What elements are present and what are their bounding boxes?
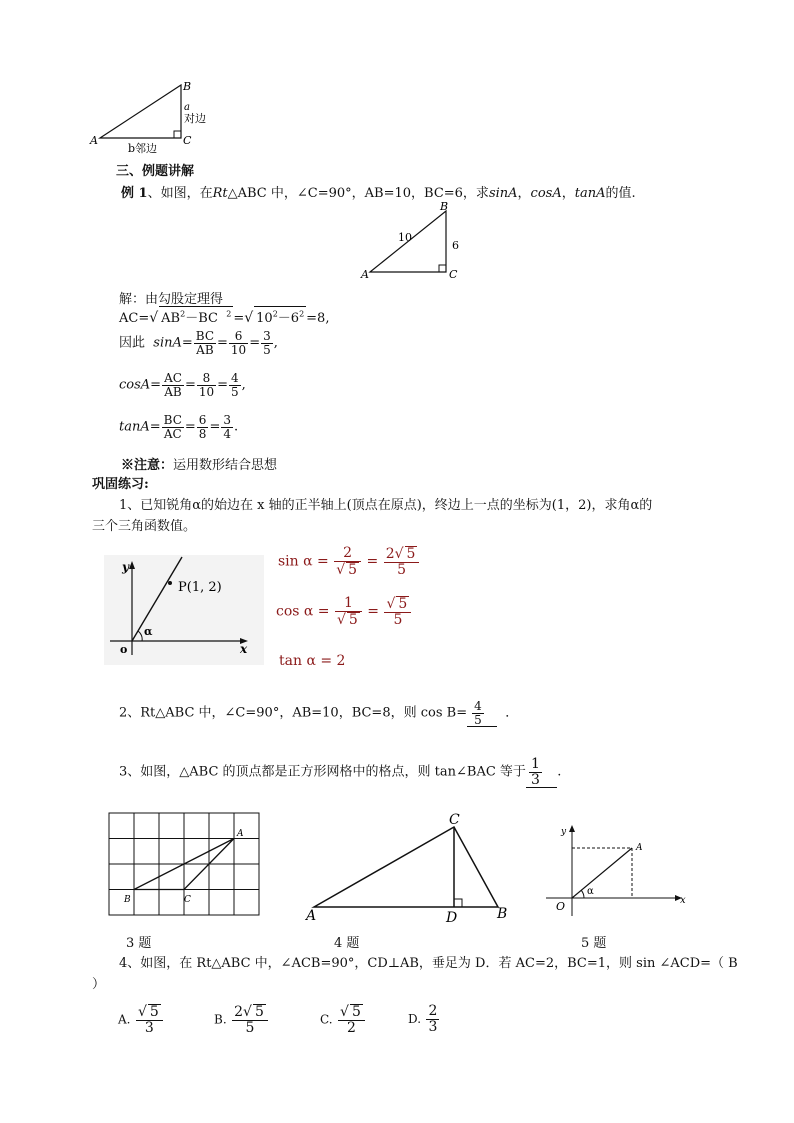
text: ，: [561, 186, 575, 201]
exponent: 2: [180, 309, 186, 319]
exponent: 2: [272, 309, 278, 319]
angle-label: α: [587, 886, 594, 897]
q4-option-c: [320, 1004, 366, 1035]
point-p: [168, 581, 172, 585]
side-label: 10: [398, 231, 412, 244]
q1-answer-cos: [276, 596, 412, 627]
sqrt-icon: √: [149, 310, 159, 326]
vertex-label: C: [449, 268, 458, 281]
denominator: AC: [163, 426, 182, 441]
q1-answer-tan: tan α = 2: [279, 653, 346, 669]
solution-note: [121, 454, 277, 473]
denominator: 5: [245, 1019, 255, 1036]
text: =: [367, 603, 380, 620]
text: sin α =: [278, 553, 329, 570]
numerator: [232, 1004, 268, 1021]
text: －6: [277, 311, 300, 326]
angle-label: α: [144, 625, 153, 638]
vertex-label: A: [90, 134, 98, 147]
numerator: 6: [198, 413, 207, 427]
text: 2: [234, 1004, 244, 1020]
answer-blank: [467, 700, 497, 727]
numerator: 4: [474, 699, 482, 713]
text: tanA: [574, 186, 606, 201]
radicand: [254, 306, 306, 326]
fraction: [426, 1004, 439, 1034]
text: tanA: [119, 419, 150, 435]
numerator: 6: [229, 330, 248, 344]
text: Rt: [212, 186, 228, 201]
fraction: [229, 330, 248, 356]
numerator: [384, 546, 420, 563]
fig4-caption: 4 题: [334, 936, 360, 951]
note-text: 运用数形结合思想: [173, 458, 278, 473]
triangle-abc: [314, 827, 498, 907]
numerator: 3: [263, 329, 271, 343]
vertex-label: A: [306, 908, 317, 924]
text: cosA: [119, 377, 151, 393]
fraction: [197, 414, 209, 440]
side-label: 对边: [184, 112, 206, 125]
vertex-label: D: [446, 910, 458, 925]
fraction: [194, 330, 216, 356]
point-label: A: [636, 843, 643, 853]
denominator: 5: [393, 611, 403, 628]
q1-line2: 三个三角函数值。: [92, 519, 197, 534]
text: =: [233, 311, 245, 326]
solution-ac-line: [119, 306, 329, 326]
denominator: 4: [223, 426, 231, 441]
text: 2: [385, 546, 395, 562]
text: sinA: [153, 335, 182, 351]
q1-line1: 1、已知锐角α的始边在 x 轴的正半轴上(顶点在原点)，终边上一点的坐标为(1，2)，求角α的: [119, 498, 653, 513]
vertex-label: C: [449, 812, 460, 828]
denominator: 2: [346, 1019, 356, 1036]
fraction: [334, 546, 361, 577]
denominator: 5: [263, 342, 271, 357]
side-label: 6: [452, 239, 459, 252]
q3-line: [119, 757, 561, 788]
fig4-triangle: [304, 810, 519, 925]
right-angle-mark: [454, 899, 462, 907]
axis-label: y: [561, 827, 567, 837]
text: sinA: [488, 186, 518, 201]
angle-arc: [581, 890, 584, 898]
side-label: a: [184, 102, 190, 113]
vertex-label: A: [237, 829, 244, 839]
vertex-label: C: [183, 134, 192, 147]
radicand: [159, 306, 233, 326]
vertex-label: C: [184, 895, 191, 905]
fraction: [261, 330, 273, 356]
vertex-label: A: [361, 268, 369, 281]
q1-axes-figure: [104, 555, 264, 665]
option-label: B.: [214, 1012, 227, 1027]
denominator: 10: [198, 384, 215, 399]
text: cosA: [530, 186, 562, 201]
example1-label: 例 1: [121, 186, 148, 201]
q1-answer-sin: [278, 546, 420, 577]
solution-tan-line: tanA= $\frac{BC}{AC}$ = $\frac{6}{8}$ = $\frac{3}{4}$ .: [119, 413, 239, 441]
example1-triangle-figure: [358, 200, 478, 282]
vertex-label: B: [497, 906, 508, 922]
denominator: 3: [144, 1019, 154, 1036]
fraction: [232, 1004, 268, 1035]
arrow-icon: [569, 825, 575, 832]
sqrt-icon: √: [386, 596, 396, 612]
radicand: 5: [406, 546, 416, 562]
denominator: 8: [198, 426, 207, 441]
option-label: A.: [118, 1012, 131, 1027]
section-title: 三、例题讲解: [116, 164, 195, 179]
numerator: 2: [428, 1003, 438, 1019]
fig5-caption: 5 题: [581, 936, 607, 951]
denominator: 5: [474, 712, 482, 727]
text: －BC: [185, 311, 218, 326]
text: ,: [273, 335, 278, 351]
note-label: ※注意：: [121, 458, 174, 473]
exponent: 2: [226, 309, 232, 319]
option-label: D.: [408, 1012, 422, 1027]
text: 2、Rt△ABC 中，∠C=90°，AB=10，BC=8，则 cos B=: [119, 705, 468, 721]
text: cos α =: [276, 603, 330, 620]
text: .: [233, 419, 239, 435]
vertex-label: B: [124, 895, 131, 905]
fraction: [529, 757, 542, 787]
right-angle-mark: [174, 131, 181, 138]
sqrt-icon: √: [336, 561, 346, 578]
numerator: [136, 1004, 163, 1021]
vertex-label: B: [183, 80, 192, 93]
denominator: 5: [397, 561, 407, 578]
origin-label: O: [556, 900, 566, 913]
exponent: 2: [299, 309, 305, 319]
sqrt-icon: √: [244, 310, 254, 326]
radicand: 5: [149, 1004, 159, 1020]
text: ,: [241, 377, 246, 393]
solution-cos-line: cosA= $\frac{AC}{AB}$ = $\frac{8}{10}$ = $\frac{4}{5}$ ,: [119, 371, 246, 399]
denominator: 5: [231, 384, 239, 399]
text: =: [366, 553, 379, 570]
fraction: [162, 414, 184, 440]
q4-option-d: [408, 1004, 440, 1034]
practice-title: 巩固练习:: [92, 477, 149, 492]
q4-option-b: [214, 1004, 269, 1035]
numerator: BC: [163, 413, 182, 427]
q4-line2: ）: [92, 977, 106, 992]
fraction: [136, 1004, 163, 1035]
numerator: 2: [334, 546, 361, 562]
text: 3、如图，△ABC 的顶点都是正方形网格中的格点，则 tan∠BAC 等于: [119, 764, 526, 780]
sqrt-icon: √: [137, 1004, 147, 1020]
denominator: [335, 612, 362, 628]
denominator: 10: [230, 342, 247, 357]
fraction: [229, 372, 241, 398]
fraction: [384, 596, 411, 627]
solution-sin-line: 因此 sinA= $\frac{BC}{AB}$ = $\frac{6}{10}$ = $\frac{3}{5}$ ,: [119, 329, 278, 357]
numerator: [384, 596, 411, 613]
side-label: b邻边: [128, 142, 158, 155]
answer-blank: [526, 757, 557, 788]
text: 因此: [119, 335, 146, 351]
fraction: [221, 414, 233, 440]
denominator: AB: [196, 342, 214, 357]
text: 10: [256, 311, 273, 326]
numerator: AC: [164, 371, 182, 385]
text: ，: [517, 186, 531, 201]
text: 、如图，在: [147, 186, 213, 201]
text: AC=: [119, 311, 150, 326]
solution-intro: 解：由勾股定理得: [119, 292, 224, 307]
numerator: 3: [223, 413, 231, 427]
radicand: 5: [254, 1004, 264, 1020]
example1-line: [121, 182, 636, 201]
denominator: AB: [164, 384, 182, 399]
triangle-shape: [100, 85, 181, 138]
fraction: [472, 700, 484, 726]
right-angle-mark: [439, 265, 446, 272]
fraction: [162, 372, 184, 398]
fig3-grid: [108, 812, 260, 916]
numerator: 1: [335, 596, 362, 612]
text: =8,: [306, 311, 330, 326]
fraction: [335, 596, 362, 627]
denominator: 3: [530, 771, 540, 788]
denominator: 3: [428, 1018, 438, 1035]
text: 的值.: [605, 186, 636, 201]
q4-option-a: [118, 1004, 164, 1035]
axis-label: x: [680, 895, 686, 906]
axis-label: x: [240, 642, 248, 656]
sqrt-icon: √: [394, 546, 404, 562]
point-label: P(1, 2): [178, 580, 222, 595]
fraction: [338, 1004, 365, 1035]
numerator: [338, 1004, 365, 1021]
q2-line: [119, 700, 518, 727]
fig5-axes: [540, 822, 698, 920]
numerator: 1: [530, 756, 540, 772]
text: .: [557, 764, 562, 780]
sqrt-icon: √: [340, 1004, 349, 1020]
q4-line1: 4、如图，在 Rt△ABC 中，∠ACB=90°，CD⊥AB，垂足为 D．若 AC=2，BC=1，则 sin ∠ACD=（ B: [119, 956, 738, 971]
radicand: 5: [348, 611, 358, 628]
radicand: 5: [351, 1004, 361, 1020]
vertex-label: B: [440, 200, 449, 213]
text: AB: [161, 311, 181, 326]
numerator: 8: [197, 372, 216, 386]
text: △ABC 中，∠C=90°，AB=10，BC=6，求: [227, 186, 489, 201]
radicand: 5: [348, 561, 358, 578]
fraction: [197, 372, 216, 398]
sqrt-icon: √: [243, 1004, 252, 1020]
top-triangle-figure: [88, 78, 218, 158]
numerator: BC: [195, 329, 215, 343]
radicand: 5: [398, 596, 408, 612]
fig3-caption: 3 题: [126, 936, 152, 951]
sqrt-icon: √: [337, 611, 346, 628]
numerator: 4: [231, 371, 239, 385]
text: ．: [505, 705, 519, 721]
denominator: [334, 562, 361, 578]
origin-label: o: [120, 643, 128, 656]
fraction: [384, 546, 420, 577]
option-label: C.: [320, 1012, 333, 1027]
axis-label: y: [122, 560, 129, 574]
